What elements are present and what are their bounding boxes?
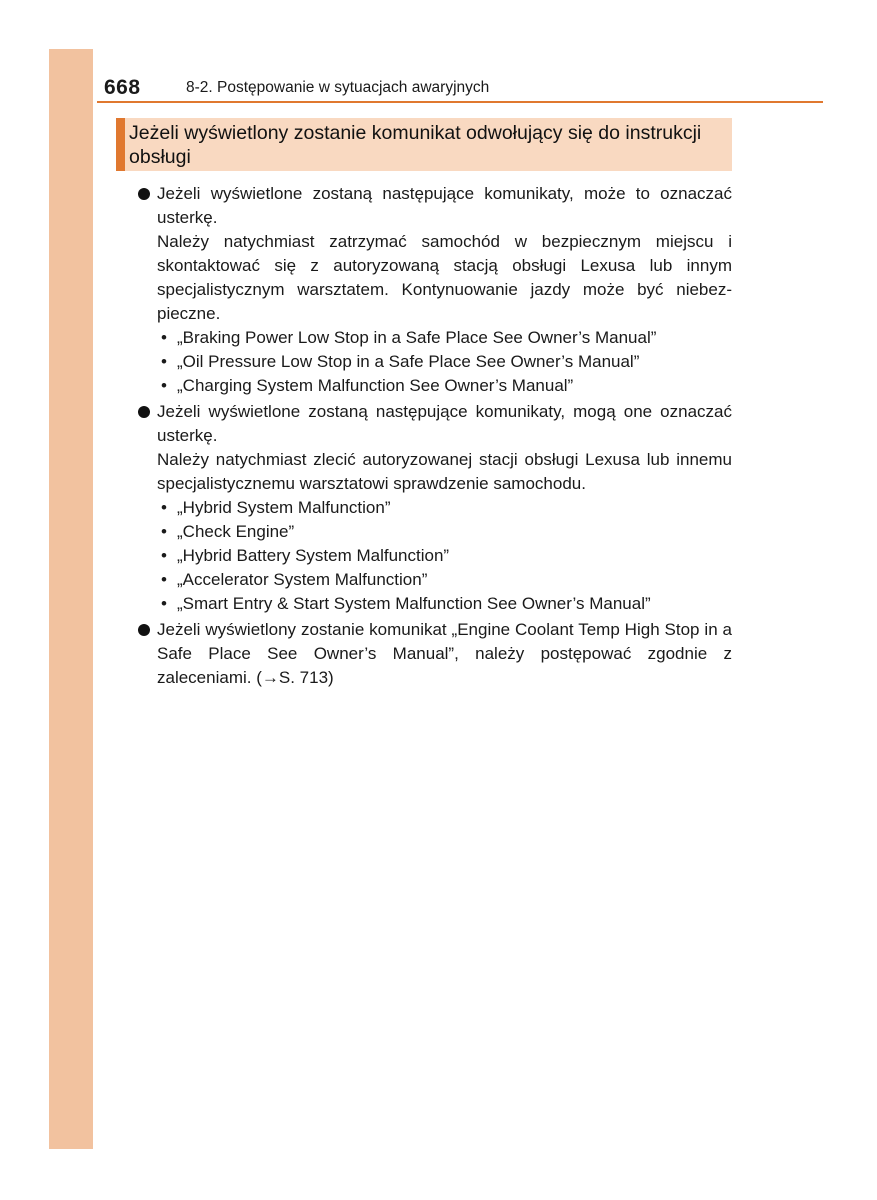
list-item xyxy=(136,618,732,690)
content-body xyxy=(136,182,732,690)
header-divider xyxy=(97,101,823,103)
message-item xyxy=(157,544,732,568)
sub-bullet-icon: • xyxy=(161,522,167,541)
message-item xyxy=(157,350,732,374)
message-list xyxy=(157,326,732,398)
message-text: „Braking Power Low Stop in a Safe Place See Owner’s Manual” xyxy=(177,328,657,347)
item-instruction: Należy natychmiast zlecić autoryzowanej stacji obsługi Lexusa lub innemu specjalistycznemu warsztatowi sprawdzenie samochodu. xyxy=(157,450,732,493)
side-tab xyxy=(49,49,93,1149)
section-title-box xyxy=(116,118,732,171)
message-text: „Hybrid Battery System Malfunction” xyxy=(177,546,450,565)
bullet-dot-icon xyxy=(138,624,150,636)
item-intro: Jeżeli wyświetlone zostaną następujące komunikaty, mogą one oznaczać usterkę. xyxy=(157,402,732,445)
message-item xyxy=(157,326,732,350)
sub-bullet-icon: • xyxy=(161,546,167,565)
bullet-dot-icon xyxy=(138,188,150,200)
message-item xyxy=(157,592,732,616)
item-intro: Jeżeli wyświetlony zostanie komunikat „Engine Coolant Temp High Stop in a Safe Place See Owner’s Manual”, należy postępować zgodnie z zaleceniami. (→S. 713) xyxy=(157,620,732,687)
message-text: „Accelerator System Malfunction” xyxy=(177,570,428,589)
sub-bullet-icon: • xyxy=(161,352,167,371)
list-item xyxy=(136,182,732,398)
message-item xyxy=(157,496,732,520)
section-title: Jeżeli wyświetlony zostanie komunikat odwołujący się do instrukcji obsługi xyxy=(129,122,702,168)
message-item xyxy=(157,568,732,592)
message-item xyxy=(157,520,732,544)
message-item xyxy=(157,374,732,398)
sub-bullet-icon: • xyxy=(161,376,167,395)
item-instruction: Należy natychmiast zatrzymać samochód w bezpiecznym miejscu i skontaktować się z autoryzowaną stacją obsługi Lexusa lub innym specjalistycznym warsztatem. Kontynuowanie jazdy może być niebez-pieczne. xyxy=(157,232,732,323)
message-text: „Smart Entry & Start System Malfunction See Owner’s Manual” xyxy=(177,594,651,613)
list-item xyxy=(136,400,732,616)
message-text: „Hybrid System Malfunction” xyxy=(177,498,391,517)
sub-bullet-icon: • xyxy=(161,570,167,589)
message-text: „Oil Pressure Low Stop in a Safe Place See Owner’s Manual” xyxy=(177,352,640,371)
message-text: „Charging System Malfunction See Owner’s Manual” xyxy=(177,376,574,395)
sub-bullet-icon: • xyxy=(161,594,167,613)
message-list xyxy=(157,496,732,616)
bullet-dot-icon xyxy=(138,406,150,418)
section-reference: 8-2. Postępowanie w sytuacjach awaryjnych xyxy=(186,79,490,96)
message-text: „Check Engine” xyxy=(177,522,295,541)
page-number: 668 xyxy=(104,76,141,99)
title-accent-bar xyxy=(116,118,125,171)
item-intro: Jeżeli wyświetlone zostaną następujące komunikaty, może to oznaczać usterkę. xyxy=(157,184,732,227)
sub-bullet-icon: • xyxy=(161,498,167,517)
sub-bullet-icon: • xyxy=(161,328,167,347)
